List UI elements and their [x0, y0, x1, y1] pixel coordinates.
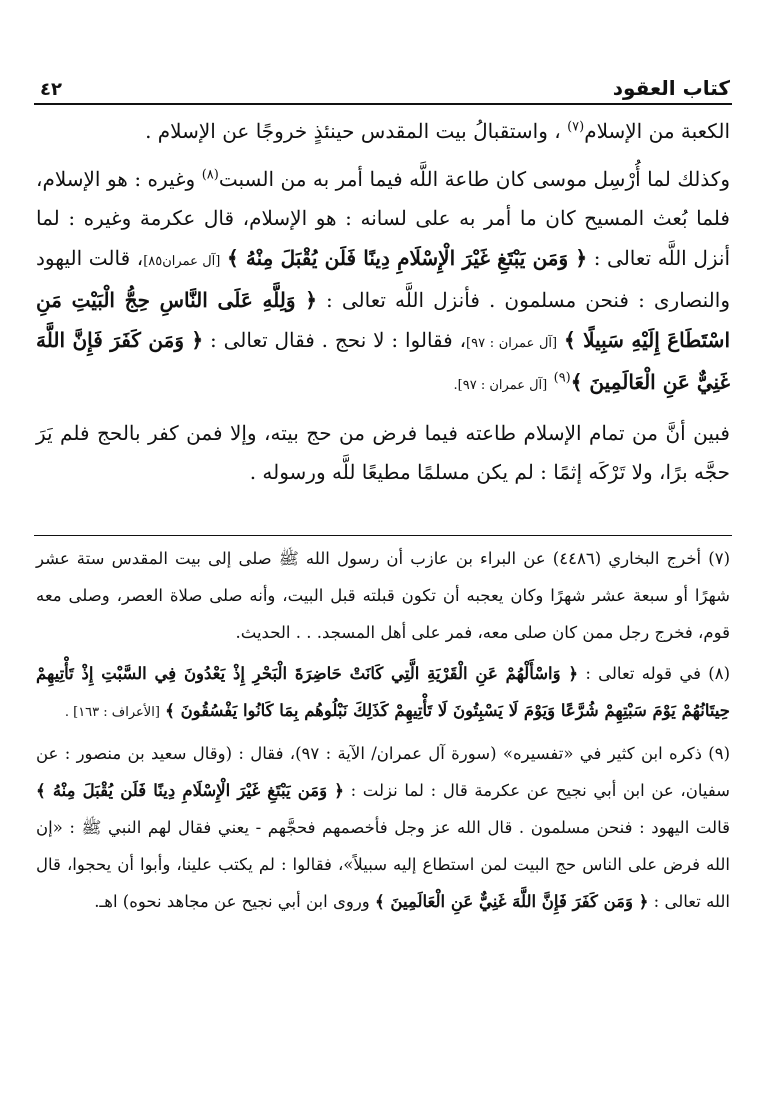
verse-ref-3: [آل عمران : ٩٧]. — [453, 378, 548, 393]
running-title: كتاب العقود — [612, 76, 730, 100]
f9-quran-quote-2: ﴿ وَمَن كَفَرَ فَإِنَّ اللَّهَ غَنِيٌّ عَنِ الْعَالَمِينَ ﴾ — [375, 892, 649, 911]
page-header — [40, 72, 730, 100]
f9-text-a: (٩) ذكره ابن كثير في «تفسيره» (سورة آل عمران/ الآية : ٩٧)، فقال : (وقال سعيد بن منصور : عن سفيان، عن ابن أبي نجيح عن عكرمة قال : لما نزلت : — [36, 744, 731, 800]
f9-quran-quote-1: ﴿ وَمَن يَبْتَغِ غَيْرَ الْإِسْلَامِ دِينًا فَلَن يُقْبَلَ مِنْهُ ﴾ — [36, 781, 344, 800]
footnote-ref-8: (٨) — [201, 166, 219, 182]
footnotes — [36, 540, 730, 920]
p2-text-d: ، فقالوا : لا نحج . فقال تعالى : — [210, 327, 467, 352]
f8-verse-ref: [الأعراف : ١٦٣] . — [64, 705, 160, 720]
quran-quote-1: ﴿ وَمَن يَبْتَغِ غَيْرَ الْإِسْلَامِ دِينًا فَلَن يُقْبَلَ مِنْهُ ﴾ — [226, 245, 588, 270]
p2-text-b: وغيره : هو الإسلام، فلما بُعث المسيح كان ما أمر به على لسانه : هو الإسلام، قال عكرمة وغيره : لما أنزل اللَّه تعالى : — [36, 166, 731, 270]
p2-text-a: وكذلك لما أُرْسِل موسى كان طاعة اللَّه فيما أمر به من السبت — [218, 166, 730, 191]
footnote-ref-7: (٧) — [567, 119, 585, 135]
paragraph-1 — [36, 112, 730, 152]
p1-text-a: الكعبة من الإسلام — [584, 119, 730, 143]
f8-quran-quote: ﴿ وَاسْأَلْهُمْ عَنِ الْقَرْيَةِ الَّتِي كَانَتْ حَاضِرَةَ الْبَحْرِ إِذْ يَعْدُونَ فِي السَّبْتِ إِذْ تَأْتِيهِمْ حِيتَانُهُمْ يَوْمَ سَبْتِهِمْ شُرَّعًا وَيَوْمَ لَا يَسْبِتُونَ لَا تَأْتِيهِمْ كَذَلِكَ نَبْلُوهُم بِمَا كَانُوا يَفْسُقُونَ ﴾ — [36, 664, 730, 720]
main-text — [36, 112, 730, 493]
paragraph-3: فبين أنَّ من تمام الإسلام طاعته فيما فرض من حج بيته، وإلا فمن كفر بالحج فلم يَرَ حجَّه برًا، ولا تَرْكَه إثمًا : لم يكن مسلمًا مطيعًا للَّه ورسوله . — [36, 420, 730, 484]
p2-text-c: ، قالت اليهود والنصارى : فنحن مسلمون . فأنزل اللَّه تعالى : — [36, 245, 730, 312]
footnote-ref-9: (٩) — [553, 370, 571, 386]
verse-ref-1: [آل عمران٨٥] — [143, 253, 221, 269]
f8-text-a: (٨) في قوله تعالى : — [585, 664, 731, 683]
f9-text-c: وروى ابن أبي نجيح عن مجاهد نحوه) اهـ. — [94, 892, 370, 911]
footnote-8 — [36, 655, 730, 731]
f9-text-b: قالت اليهود : فنحن مسلمون . قال الله عز وجل فأخصمهم فحجَّهم - يعني فقال لهم النبي ﷺ : «إن الله فرض على الناس حج البيت لمن استطاع إليه سبيلاً»، فقالوا : لم يكتب علينا، وأبوا أن يحجوا، قال الله تعالى : — [36, 818, 730, 911]
verse-ref-2: [آل عمران : ٩٧] — [466, 335, 558, 351]
page-number: ٤٢ — [40, 79, 62, 100]
header-rule — [34, 103, 732, 105]
footnote-9 — [36, 735, 730, 920]
footnote-rule — [34, 535, 732, 536]
p1-text-b: ، واستقبالُ بيت المقدس حينئذٍ خروجًا عن الإسلام . — [145, 119, 561, 143]
quran-quote-2: ﴿ وَلِلَّهِ عَلَى النَّاسِ حِجُّ الْبَيْتِ مَنِ اسْتَطَاعَ إِلَيْهِ سَبِيلًا ﴾ — [36, 288, 730, 352]
quran-quote-3: ﴿ وَمَن كَفَرَ فَإِنَّ اللَّهَ غَنِيٌّ عَنِ الْعَالَمِينَ ﴾ — [36, 327, 730, 394]
footnote-7: (٧) أخرج البخاري (٤٤٨٦) عن البراء بن عازب أن رسول الله ﷺ صلى إلى بيت المقدس ستة عشر شهرًا أو سبعة عشر شهرًا وكان يعجبه أن تكون قبلته قبل البيت، وأنه صلى صلاة العصر، وصلى معه قوم، فخرج رجل ممن كان صلى معه، فمر على أهل المسجد. . . الحديث. — [36, 549, 730, 642]
paragraph-2 — [36, 160, 730, 406]
